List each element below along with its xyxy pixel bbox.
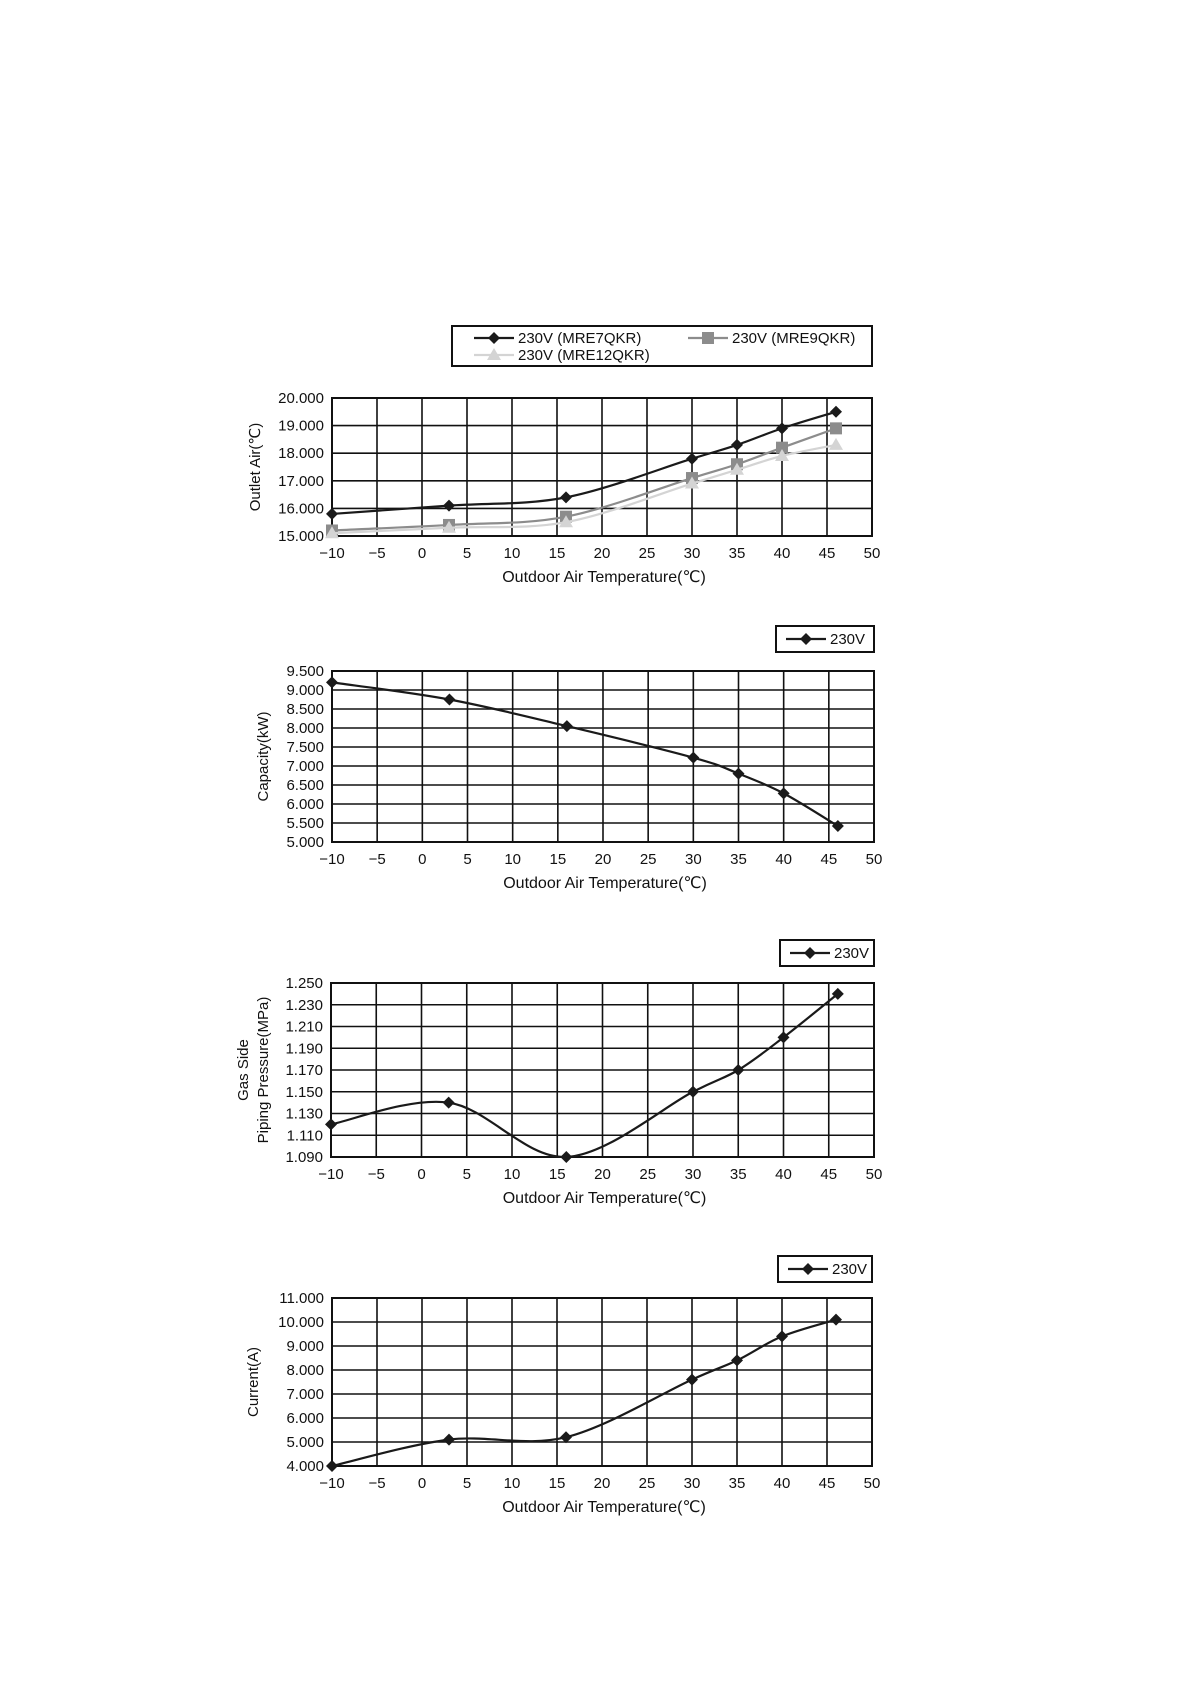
x-tick-label: 35	[730, 851, 747, 868]
x-tick-label: 10	[503, 1475, 521, 1492]
x-tick-label: 50	[865, 851, 883, 868]
data-point-marker	[830, 422, 842, 434]
y-axis-title: Piping Pressure(MPa)	[255, 996, 272, 1144]
y-tick-label: 1.170	[285, 1062, 323, 1079]
x-tick-label: 15	[548, 1475, 566, 1492]
x-tick-label: 40	[773, 545, 791, 562]
legend-label: 230V	[830, 631, 866, 648]
y-tick-label: 9.500	[286, 663, 324, 680]
x-tick-label: 30	[683, 545, 701, 562]
y-tick-label: 9.000	[286, 1338, 324, 1355]
y-tick-label: 1.190	[285, 1040, 323, 1058]
x-tick-label: 45	[818, 1475, 836, 1492]
gas-side-pressure-chart	[235, 940, 882, 1207]
x-tick-label: 35	[729, 1166, 747, 1183]
y-tick-label: 9.000	[286, 682, 324, 699]
x-tick-label: 40	[773, 1475, 791, 1492]
legend-label: 230V (MRE12QKR)	[518, 347, 650, 364]
x-tick-label: 10	[503, 1166, 521, 1183]
x-axis-title: Outdoor Air Temperature(℃)	[502, 1499, 706, 1516]
legend-label: 230V	[834, 945, 870, 962]
y-tick-label: 7.000	[286, 1386, 324, 1403]
x-tick-label: 35	[728, 1475, 746, 1492]
legend-label: 230V (MRE9QKR)	[732, 330, 856, 347]
y-tick-label: 1.130	[285, 1105, 323, 1123]
x-tick-label: 25	[638, 1475, 656, 1492]
y-tick-label: 18.000	[278, 445, 324, 463]
x-tick-label: 15	[548, 545, 566, 562]
y-axis-title: Current(A)	[245, 1346, 262, 1418]
y-tick-label: 1.090	[285, 1149, 323, 1166]
x-tick-label: 5	[463, 851, 472, 868]
x-tick-label: −5	[368, 1475, 386, 1492]
x-tick-label: −10	[318, 1166, 344, 1183]
x-tick-label: 0	[417, 1166, 426, 1183]
x-tick-label: −10	[319, 1475, 345, 1492]
x-tick-label: 20	[593, 1475, 611, 1492]
x-tick-label: 50	[865, 1166, 883, 1183]
x-tick-label: 15	[549, 851, 567, 868]
x-axis-title: Outdoor Air Temperature(℃)	[502, 569, 706, 586]
y-tick-label: 8.500	[286, 701, 324, 718]
x-tick-label: 5	[462, 1166, 471, 1183]
y-tick-label: 1.230	[285, 996, 323, 1014]
y-tick-label: 1.110	[286, 1127, 323, 1145]
x-tick-label: 10	[504, 851, 522, 868]
x-tick-label: 5	[462, 1475, 472, 1492]
x-tick-label: 10	[503, 545, 521, 562]
legend-marker	[702, 332, 714, 344]
y-tick-label: 20.000	[278, 390, 324, 407]
y-tick-label: 6.500	[286, 777, 324, 794]
y-tick-label: 15.000	[278, 528, 324, 545]
x-tick-label: 0	[417, 545, 427, 562]
x-axis-title: Outdoor Air Temperature(℃)	[502, 1190, 707, 1207]
x-tick-label: 20	[593, 545, 611, 562]
x-tick-label: 30	[684, 1166, 702, 1183]
x-tick-label: 45	[820, 851, 838, 868]
legend-label: 230V (MRE7QKR)	[518, 330, 642, 347]
x-tick-label: 45	[818, 545, 836, 562]
x-tick-label: 45	[820, 1166, 838, 1183]
x-tick-label: −10	[319, 851, 345, 868]
x-tick-label: 25	[638, 545, 656, 562]
x-tick-label: 30	[684, 851, 702, 868]
y-tick-label: 4.000	[286, 1458, 324, 1475]
x-tick-label: 25	[639, 851, 657, 868]
y-tick-label: 8.000	[286, 1362, 324, 1379]
current-chart	[245, 1256, 880, 1516]
x-tick-label: 20	[594, 1166, 611, 1183]
y-tick-label: 6.000	[286, 1410, 324, 1427]
x-tick-label: 0	[418, 851, 427, 868]
x-tick-label: 50	[863, 545, 881, 562]
y-tick-label: 19.000	[278, 417, 324, 435]
y-axis-title: Gas Side	[235, 1039, 252, 1101]
y-tick-label: 1.210	[285, 1018, 323, 1036]
y-tick-label: 8.000	[286, 720, 324, 737]
legend-label: 230V	[832, 1261, 868, 1278]
y-tick-label: 7.500	[286, 739, 324, 756]
x-tick-label: 50	[863, 1475, 881, 1492]
x-tick-label: −5	[368, 851, 386, 868]
y-tick-label: 16.000	[278, 500, 324, 518]
y-tick-label: 10.000	[278, 1314, 324, 1331]
x-tick-label: 40	[775, 1166, 792, 1183]
y-tick-label: 5.500	[286, 815, 324, 832]
y-tick-label: 17.000	[278, 472, 324, 490]
x-tick-label: −10	[319, 545, 345, 562]
x-tick-label: 20	[594, 851, 612, 868]
y-tick-label: 1.250	[285, 975, 323, 992]
x-tick-label: 0	[417, 1475, 427, 1492]
capacity-chart	[255, 626, 882, 892]
y-tick-label: 6.000	[286, 796, 324, 813]
x-tick-label: 15	[548, 1166, 566, 1183]
x-tick-label: −5	[368, 545, 386, 562]
x-tick-label: 25	[639, 1166, 657, 1183]
x-tick-label: 35	[728, 545, 746, 562]
x-axis-title: Outdoor Air Temperature(℃)	[503, 875, 707, 892]
y-tick-label: 5.000	[286, 834, 324, 851]
y-axis-title: Outlet Air(℃)	[247, 422, 264, 512]
y-tick-label: 5.000	[286, 1434, 324, 1451]
x-tick-label: 5	[462, 545, 472, 562]
x-tick-label: 40	[775, 851, 793, 868]
x-tick-label: −5	[367, 1166, 385, 1183]
y-tick-label: 1.150	[285, 1083, 323, 1101]
outlet-air-chart	[247, 326, 880, 586]
y-tick-label: 7.000	[286, 758, 324, 775]
y-tick-label: 11.000	[279, 1290, 324, 1307]
x-tick-label: 30	[683, 1475, 701, 1492]
y-axis-title: Capacity(kW)	[255, 711, 272, 802]
